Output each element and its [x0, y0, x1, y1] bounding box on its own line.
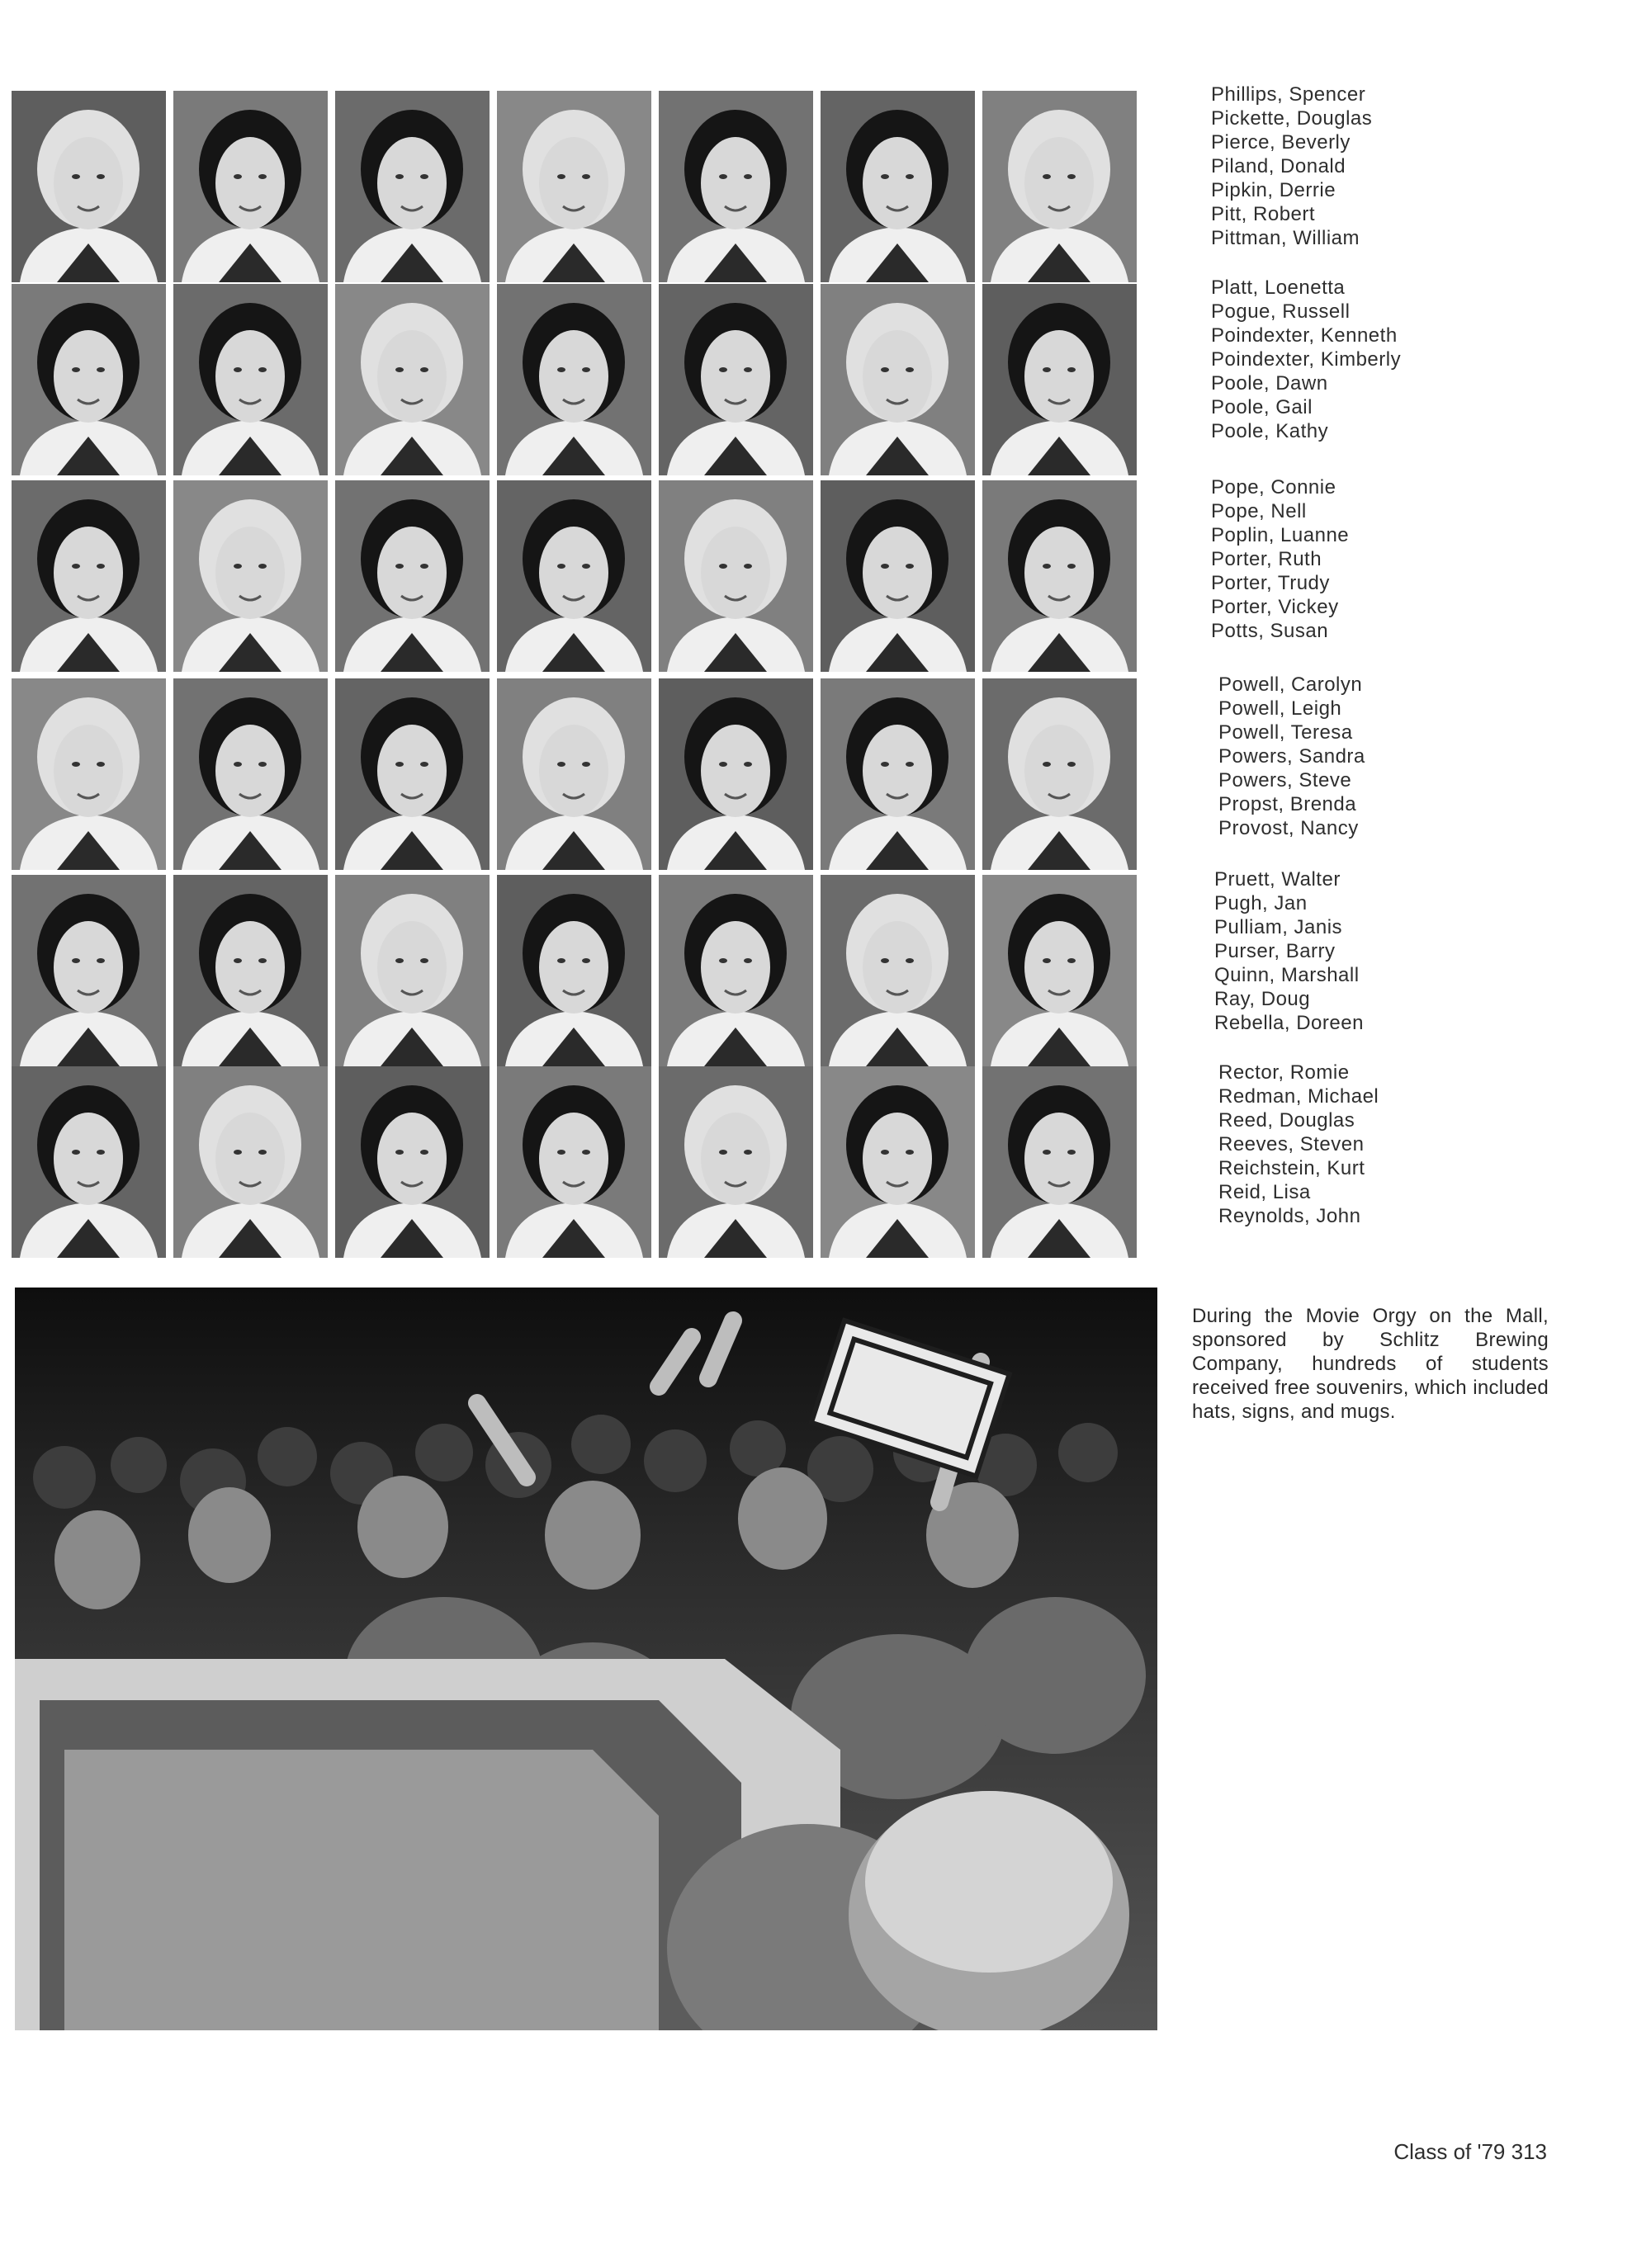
student-name: Pickette, Douglas [1211, 107, 1373, 130]
name-group-5 [1214, 867, 1364, 1035]
student-portrait [335, 678, 490, 870]
name-group-4 [1218, 673, 1365, 840]
student-name: Poindexter, Kimberly [1211, 348, 1402, 371]
student-name: Ray, Doug [1214, 988, 1311, 1010]
portrait-row [12, 284, 1156, 475]
student-name: Potts, Susan [1211, 620, 1329, 642]
student-portrait [173, 1066, 328, 1258]
student-portrait [982, 1066, 1137, 1258]
student-name: Pitt, Robert [1211, 203, 1316, 225]
student-portrait [821, 284, 975, 475]
student-portrait [12, 1066, 166, 1258]
student-name: Porter, Vickey [1211, 596, 1339, 618]
student-portrait [497, 284, 651, 475]
student-name: Platt, Loenetta [1211, 276, 1346, 299]
student-portrait [173, 91, 328, 282]
student-name: Purser, Barry [1214, 940, 1336, 962]
student-name: Reynolds, John [1218, 1205, 1361, 1227]
student-portrait [12, 91, 166, 282]
student-name: Powers, Sandra [1218, 745, 1365, 768]
student-name: Pugh, Jan [1214, 892, 1308, 914]
portrait-row [12, 1066, 1156, 1258]
student-portrait [497, 875, 651, 1066]
student-portrait [497, 678, 651, 870]
student-name: Powell, Leigh [1218, 697, 1342, 720]
name-group-6 [1218, 1061, 1379, 1228]
name-group-3 [1211, 475, 1349, 643]
student-name: Poole, Dawn [1211, 372, 1328, 395]
student-name: Pipkin, Derrie [1211, 179, 1336, 201]
student-name: Porter, Ruth [1211, 548, 1322, 570]
student-name: Reichstein, Kurt [1218, 1157, 1365, 1179]
photo-caption: During the Movie Orgy on the Mall, sponsored by Schlitz Brewing Company, hundreds of students received free souvenirs, which included hats, signs, and mugs. [1192, 1305, 1549, 1423]
student-portrait [659, 1066, 813, 1258]
page-folio: Class of '79 313 [1393, 2139, 1547, 2164]
crowd-photo-image [15, 1288, 1157, 2030]
student-portrait [982, 678, 1137, 870]
student-portrait [821, 678, 975, 870]
student-portrait [173, 480, 328, 672]
student-name: Pope, Connie [1211, 476, 1336, 498]
portrait-grid [12, 91, 1156, 1254]
student-portrait [497, 480, 651, 672]
student-portrait [659, 678, 813, 870]
student-portrait [821, 875, 975, 1066]
student-portrait [335, 284, 490, 475]
student-portrait [12, 875, 166, 1066]
student-portrait [12, 480, 166, 672]
portrait-row [12, 875, 1156, 1066]
student-name: Poplin, Luanne [1211, 524, 1350, 546]
portrait-row [12, 678, 1156, 870]
student-name: Powers, Steve [1218, 769, 1352, 791]
student-name: Phillips, Spencer [1211, 83, 1366, 106]
student-portrait [982, 480, 1137, 672]
student-name: Propst, Brenda [1218, 793, 1357, 815]
student-name: Poole, Gail [1211, 396, 1313, 418]
name-group-1 [1211, 83, 1372, 250]
name-group-2 [1211, 276, 1401, 443]
student-name: Rector, Romie [1218, 1061, 1350, 1084]
student-portrait [497, 91, 651, 282]
student-name: Reeves, Steven [1218, 1133, 1365, 1155]
student-name: Redman, Michael [1218, 1085, 1379, 1108]
student-name: Piland, Donald [1211, 155, 1346, 177]
student-name: Poole, Kathy [1211, 420, 1329, 442]
student-portrait [659, 875, 813, 1066]
student-portrait [12, 678, 166, 870]
student-name: Powell, Teresa [1218, 721, 1353, 744]
student-portrait [821, 1066, 975, 1258]
student-portrait [335, 1066, 490, 1258]
student-portrait [982, 875, 1137, 1066]
student-name: Porter, Trudy [1211, 572, 1330, 594]
student-portrait [173, 678, 328, 870]
student-portrait [497, 1066, 651, 1258]
student-portrait [821, 480, 975, 672]
student-name: Pulliam, Janis [1214, 916, 1343, 938]
student-portrait [12, 284, 166, 475]
student-portrait [335, 480, 490, 672]
student-portrait [173, 284, 328, 475]
student-name: Pruett, Walter [1214, 868, 1341, 891]
student-portrait [821, 91, 975, 282]
student-name: Powell, Carolyn [1218, 673, 1363, 696]
student-name: Pope, Nell [1211, 500, 1307, 522]
student-name: Poindexter, Kenneth [1211, 324, 1398, 347]
student-name: Pogue, Russell [1211, 300, 1351, 323]
student-name: Pittman, William [1211, 227, 1360, 249]
student-name: Quinn, Marshall [1214, 964, 1360, 986]
student-portrait [335, 875, 490, 1066]
event-photo [15, 1288, 1157, 2030]
student-portrait [173, 875, 328, 1066]
student-name: Reed, Douglas [1218, 1109, 1355, 1132]
student-name: Provost, Nancy [1218, 817, 1359, 839]
student-name: Pierce, Beverly [1211, 131, 1351, 154]
student-portrait [659, 91, 813, 282]
student-portrait [982, 284, 1137, 475]
portrait-row [12, 91, 1156, 282]
student-portrait [335, 91, 490, 282]
student-name: Rebella, Doreen [1214, 1012, 1364, 1034]
student-portrait [982, 91, 1137, 282]
student-name: Reid, Lisa [1218, 1181, 1311, 1203]
student-portrait [659, 284, 813, 475]
portrait-row [12, 480, 1156, 672]
student-portrait [659, 480, 813, 672]
